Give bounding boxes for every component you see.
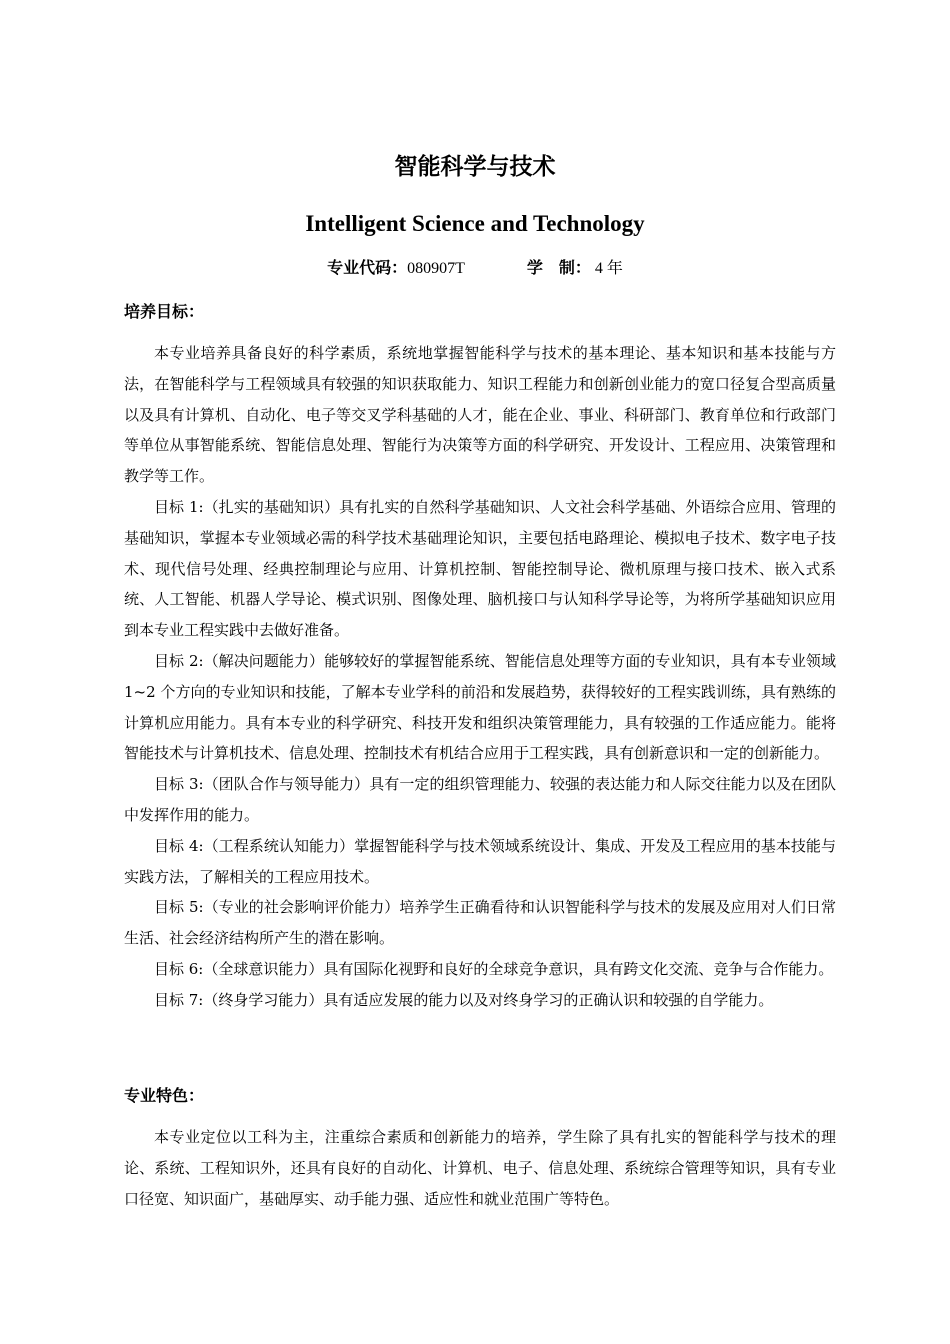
duration-value: 4 年	[590, 260, 623, 277]
objectives-section	[124, 338, 836, 1016]
objective-5-paragraph: 目标 5:（专业的社会影响评价能力）培养学生正确看待和认识智能科学与技术的发展及应用对人们日常生活、社会经济结构所产生的潜在影响。	[124, 898, 836, 948]
duration-label: 学 制：	[526, 258, 591, 277]
objective-1-paragraph: 目标 1:（扎实的基础知识）具有扎实的自然科学基础知识、人文社会科学基础、外语综合应用、管理的基础知识，掌握本专业领域必需的科学技术基础理论知识，主要包括电路理论、模拟电子技术、数字电子技术、现代信号处理、经典控制理论与应用、计算机控制、智能控制导论、微机原理与接口技术、嵌入式系统、人工智能、机器人学导论、模式识别、图像处理、脑机接口与认知科学导论等，为将所学基础知识应用到本专业工程实践中去做好准备。	[124, 497, 836, 640]
objective-3-paragraph: 目标 3:（团队合作与领导能力）具有一定的组织管理能力、较强的表达能力和人际交往能力以及在团队中发挥作用的能力。	[124, 775, 836, 824]
page-subtitle-english: Intelligent Science and Technology	[305, 211, 645, 236]
program-meta	[0, 254, 950, 283]
code-label: 专业代码：	[327, 258, 408, 277]
features-heading: 专业特色：	[124, 1086, 205, 1105]
features-section	[124, 1122, 836, 1214]
code-value: 080907T	[407, 260, 465, 277]
objectives-heading: 培养目标：	[124, 302, 205, 321]
objective-2-paragraph: 目标 2:（解决问题能力）能够较好的掌握智能系统、智能信息处理等方面的专业知识，具有本专业领域 1~2 个方向的专业知识和技能，了解本专业学科的前沿和发展趋势，获得较好的工程实践训练，具有熟练的计算机应用能力。具有本专业的科学研究、科技开发和组织决策管理能力，具有较强的工作适应能力。能将智能技术与计算机技术、信息处理、控制技术有机结合应用于工程实践，具有创新意识和一定的创新能力。	[124, 651, 836, 763]
objectives-intro-paragraph: 本专业培养具备良好的科学素质，系统地掌握智能科学与技术的基本理论、基本知识和基本技能与方法，在智能科学与工程领域具有较强的知识获取能力、知识工程能力和创新创业能力的宽口径复合型高质量以及具有计算机、自动化、电子等交叉学科基础的人才，能在企业、事业、科研部门、教育单位和行政部门等单位从事智能系统、智能信息处理、智能行为决策等方面的科学研究、开发设计、工程应用、决策管理和教学等工作。	[124, 344, 836, 486]
objective-4-paragraph: 目标 4:（工程系统认知能力）掌握智能科学与技术领域系统设计、集成、开发及工程应用的基本技能与实践方法，了解相关的工程应用技术。	[124, 836, 836, 886]
objective-6-paragraph: 目标 6:（全球意识能力）具有国际化视野和良好的全球竞争意识，具有跨文化交流、竞争与合作能力。	[154, 959, 834, 978]
objective-7-paragraph: 目标 7:（终身学习能力）具有适应发展的能力以及对终身学习的正确认识和较强的自学能力。	[154, 990, 774, 1009]
features-paragraph: 本专业定位以工科为主，注重综合素质和创新能力的培养，学生除了具有扎实的智能科学与技术的理论、系统、工程知识外，还具有良好的自动化、计算机、电子、信息处理、系统综合管理等知识，具有专业口径宽、知识面广，基础厚实、动手能力强、适应性和就业范围广等特色。	[124, 1128, 836, 1208]
page-title: 智能科学与技术	[394, 154, 556, 180]
